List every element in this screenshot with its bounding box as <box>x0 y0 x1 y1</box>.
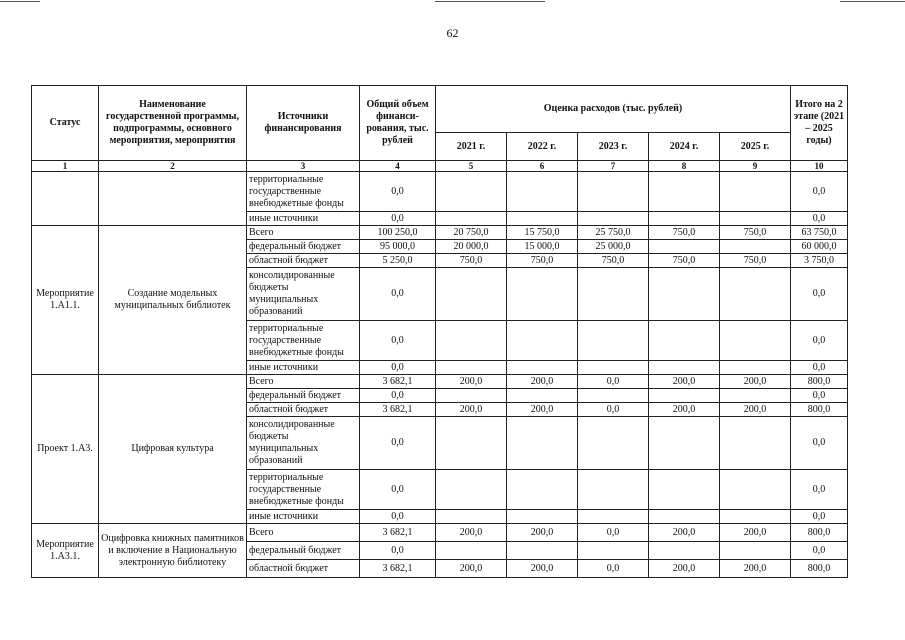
row-result: 0,0 <box>791 470 848 510</box>
row-total: 0,0 <box>360 510 436 524</box>
row-2023 <box>578 268 649 321</box>
row-2021 <box>436 268 507 321</box>
row-source: областной бюджет <box>247 560 360 578</box>
row-2022: 200,0 <box>507 375 578 389</box>
row-2023 <box>578 470 649 510</box>
row-2024: 200,0 <box>649 375 720 389</box>
header-year-2024: 2024 г. <box>649 133 720 161</box>
row-result: 0,0 <box>791 417 848 470</box>
row-2025: 200,0 <box>720 524 791 542</box>
row-total: 0,0 <box>360 212 436 226</box>
row-2025 <box>720 542 791 560</box>
row-2024 <box>649 240 720 254</box>
row-2023: 0,0 <box>578 524 649 542</box>
row-2023 <box>578 172 649 212</box>
row-2021: 200,0 <box>436 524 507 542</box>
row-2024 <box>649 470 720 510</box>
row-2025 <box>720 417 791 470</box>
row-result: 3 750,0 <box>791 254 848 268</box>
row-2022 <box>507 268 578 321</box>
header-year-2023: 2023 г. <box>578 133 649 161</box>
row-2021: 20 000,0 <box>436 240 507 254</box>
row-2023 <box>578 542 649 560</box>
row-status: Мероприятие 1.А1.1. <box>32 226 99 375</box>
scan-mark-center <box>435 1 545 2</box>
table-header <box>32 86 848 172</box>
row-2025 <box>720 172 791 212</box>
row-2024: 200,0 <box>649 524 720 542</box>
row-source: консолидированные бюджеты муниципальных образований <box>247 268 360 321</box>
row-source: Всего <box>247 524 360 542</box>
row-total: 0,0 <box>360 321 436 361</box>
header-year-2022: 2022 г. <box>507 133 578 161</box>
row-2022 <box>507 417 578 470</box>
row-total: 0,0 <box>360 542 436 560</box>
row-2023 <box>578 212 649 226</box>
row-2022 <box>507 321 578 361</box>
row-total: 3 682,1 <box>360 524 436 542</box>
row-total: 95 000,0 <box>360 240 436 254</box>
row-2021: 200,0 <box>436 560 507 578</box>
row-2025 <box>720 240 791 254</box>
row-2025: 750,0 <box>720 226 791 240</box>
column-number: 8 <box>649 161 720 172</box>
scan-mark-left <box>0 1 40 2</box>
column-number: 2 <box>99 161 247 172</box>
row-name <box>99 172 247 226</box>
row-2024 <box>649 510 720 524</box>
row-source: территориальные государственные внебюджетные фонды <box>247 172 360 212</box>
row-result: 0,0 <box>791 172 848 212</box>
row-2022: 200,0 <box>507 403 578 417</box>
row-source: областной бюджет <box>247 403 360 417</box>
row-source: Всего <box>247 375 360 389</box>
row-result: 0,0 <box>791 212 848 226</box>
row-result: 800,0 <box>791 560 848 578</box>
row-result: 60 000,0 <box>791 240 848 254</box>
row-2022 <box>507 542 578 560</box>
row-total: 100 250,0 <box>360 226 436 240</box>
row-2025 <box>720 510 791 524</box>
row-result: 0,0 <box>791 321 848 361</box>
header-total: Общий объем финанси-рования, тыс. рублей <box>360 86 436 161</box>
column-number: 7 <box>578 161 649 172</box>
row-2024 <box>649 172 720 212</box>
row-2022: 15 750,0 <box>507 226 578 240</box>
row-2025 <box>720 212 791 226</box>
row-2021: 200,0 <box>436 375 507 389</box>
row-source: иные источники <box>247 212 360 226</box>
row-2022: 15 000,0 <box>507 240 578 254</box>
row-2023: 0,0 <box>578 375 649 389</box>
row-2025: 200,0 <box>720 403 791 417</box>
column-number: 4 <box>360 161 436 172</box>
row-name: Оцифровка книжных памятников и включение в Национальную электронную библиотеку <box>99 524 247 578</box>
row-2022: 200,0 <box>507 560 578 578</box>
row-2021 <box>436 172 507 212</box>
table-row <box>32 375 848 389</box>
row-result: 0,0 <box>791 389 848 403</box>
column-number: 5 <box>436 161 507 172</box>
header-estimate: Оценка расходов (тыс. рублей) <box>436 86 791 133</box>
header-year-2025: 2025 г. <box>720 133 791 161</box>
row-2023: 750,0 <box>578 254 649 268</box>
header-result: Итого на 2 этапе (2021 – 2025 годы) <box>791 86 848 161</box>
row-source: консолидированные бюджеты муниципальных образований <box>247 417 360 470</box>
budget-table <box>31 85 848 578</box>
row-2021 <box>436 510 507 524</box>
row-status <box>32 172 99 226</box>
header-sources: Источники финансирования <box>247 86 360 161</box>
row-source: территориальные государственные внебюджетные фонды <box>247 321 360 361</box>
row-total: 0,0 <box>360 361 436 375</box>
row-2025: 750,0 <box>720 254 791 268</box>
table-row <box>32 226 848 240</box>
row-result: 800,0 <box>791 524 848 542</box>
row-2024: 200,0 <box>649 403 720 417</box>
row-result: 63 750,0 <box>791 226 848 240</box>
column-number: 10 <box>791 161 848 172</box>
row-2023: 0,0 <box>578 403 649 417</box>
table-row <box>32 524 848 542</box>
row-2022 <box>507 470 578 510</box>
row-source: Всего <box>247 226 360 240</box>
row-2023: 0,0 <box>578 560 649 578</box>
row-total: 0,0 <box>360 268 436 321</box>
row-2023 <box>578 417 649 470</box>
row-2024: 750,0 <box>649 226 720 240</box>
row-result: 800,0 <box>791 375 848 389</box>
row-source: федеральный бюджет <box>247 542 360 560</box>
row-2024 <box>649 212 720 226</box>
row-2022 <box>507 361 578 375</box>
row-2024 <box>649 321 720 361</box>
row-2025 <box>720 389 791 403</box>
table-body <box>32 172 848 578</box>
row-2023 <box>578 321 649 361</box>
row-source: иные источники <box>247 361 360 375</box>
row-status: Мероприятие 1.А3.1. <box>32 524 99 578</box>
row-2022 <box>507 212 578 226</box>
row-2025: 200,0 <box>720 375 791 389</box>
row-2021 <box>436 417 507 470</box>
row-2022: 750,0 <box>507 254 578 268</box>
row-2024: 750,0 <box>649 254 720 268</box>
row-2024 <box>649 361 720 375</box>
row-total: 5 250,0 <box>360 254 436 268</box>
page-number: 62 <box>446 26 459 40</box>
row-2025: 200,0 <box>720 560 791 578</box>
row-2023 <box>578 389 649 403</box>
row-2025 <box>720 470 791 510</box>
row-result: 0,0 <box>791 268 848 321</box>
row-2021 <box>436 321 507 361</box>
row-result: 800,0 <box>791 403 848 417</box>
row-total: 0,0 <box>360 417 436 470</box>
column-number: 6 <box>507 161 578 172</box>
row-2022 <box>507 510 578 524</box>
column-number: 3 <box>247 161 360 172</box>
column-number: 1 <box>32 161 99 172</box>
header-year-2021: 2021 г. <box>436 133 507 161</box>
row-2023 <box>578 510 649 524</box>
row-source: федеральный бюджет <box>247 240 360 254</box>
row-2021 <box>436 361 507 375</box>
row-name: Цифровая культура <box>99 375 247 524</box>
row-result: 0,0 <box>791 542 848 560</box>
row-2025 <box>720 321 791 361</box>
row-total: 0,0 <box>360 389 436 403</box>
header-name: Наименование государственной программы, подпрограммы, основного мероприятия, мероприятия <box>99 86 247 161</box>
row-2024: 200,0 <box>649 560 720 578</box>
row-status: Проект 1.А3. <box>32 375 99 524</box>
column-number: 9 <box>720 161 791 172</box>
row-total: 3 682,1 <box>360 403 436 417</box>
row-2021 <box>436 212 507 226</box>
row-source: областной бюджет <box>247 254 360 268</box>
row-source: иные источники <box>247 510 360 524</box>
row-name: Создание модельных муниципальных библиотек <box>99 226 247 375</box>
row-2024 <box>649 268 720 321</box>
row-2021 <box>436 542 507 560</box>
row-2022 <box>507 389 578 403</box>
row-source: федеральный бюджет <box>247 389 360 403</box>
row-2021: 750,0 <box>436 254 507 268</box>
row-2024 <box>649 417 720 470</box>
row-total: 3 682,1 <box>360 375 436 389</box>
row-result: 0,0 <box>791 361 848 375</box>
row-total: 0,0 <box>360 172 436 212</box>
row-source: территориальные государственные внебюджетные фонды <box>247 470 360 510</box>
row-2021 <box>436 470 507 510</box>
row-2024 <box>649 389 720 403</box>
row-result: 0,0 <box>791 510 848 524</box>
row-2023 <box>578 361 649 375</box>
row-2022 <box>507 172 578 212</box>
row-2024 <box>649 542 720 560</box>
row-2023: 25 000,0 <box>578 240 649 254</box>
row-total: 3 682,1 <box>360 560 436 578</box>
row-2021 <box>436 389 507 403</box>
scan-mark-right <box>840 1 905 2</box>
row-2025 <box>720 361 791 375</box>
row-2025 <box>720 268 791 321</box>
row-total: 0,0 <box>360 470 436 510</box>
row-2022: 200,0 <box>507 524 578 542</box>
row-2021: 200,0 <box>436 403 507 417</box>
header-status: Статус <box>32 86 99 161</box>
row-2021: 20 750,0 <box>436 226 507 240</box>
row-2023: 25 750,0 <box>578 226 649 240</box>
table-row <box>32 172 848 212</box>
